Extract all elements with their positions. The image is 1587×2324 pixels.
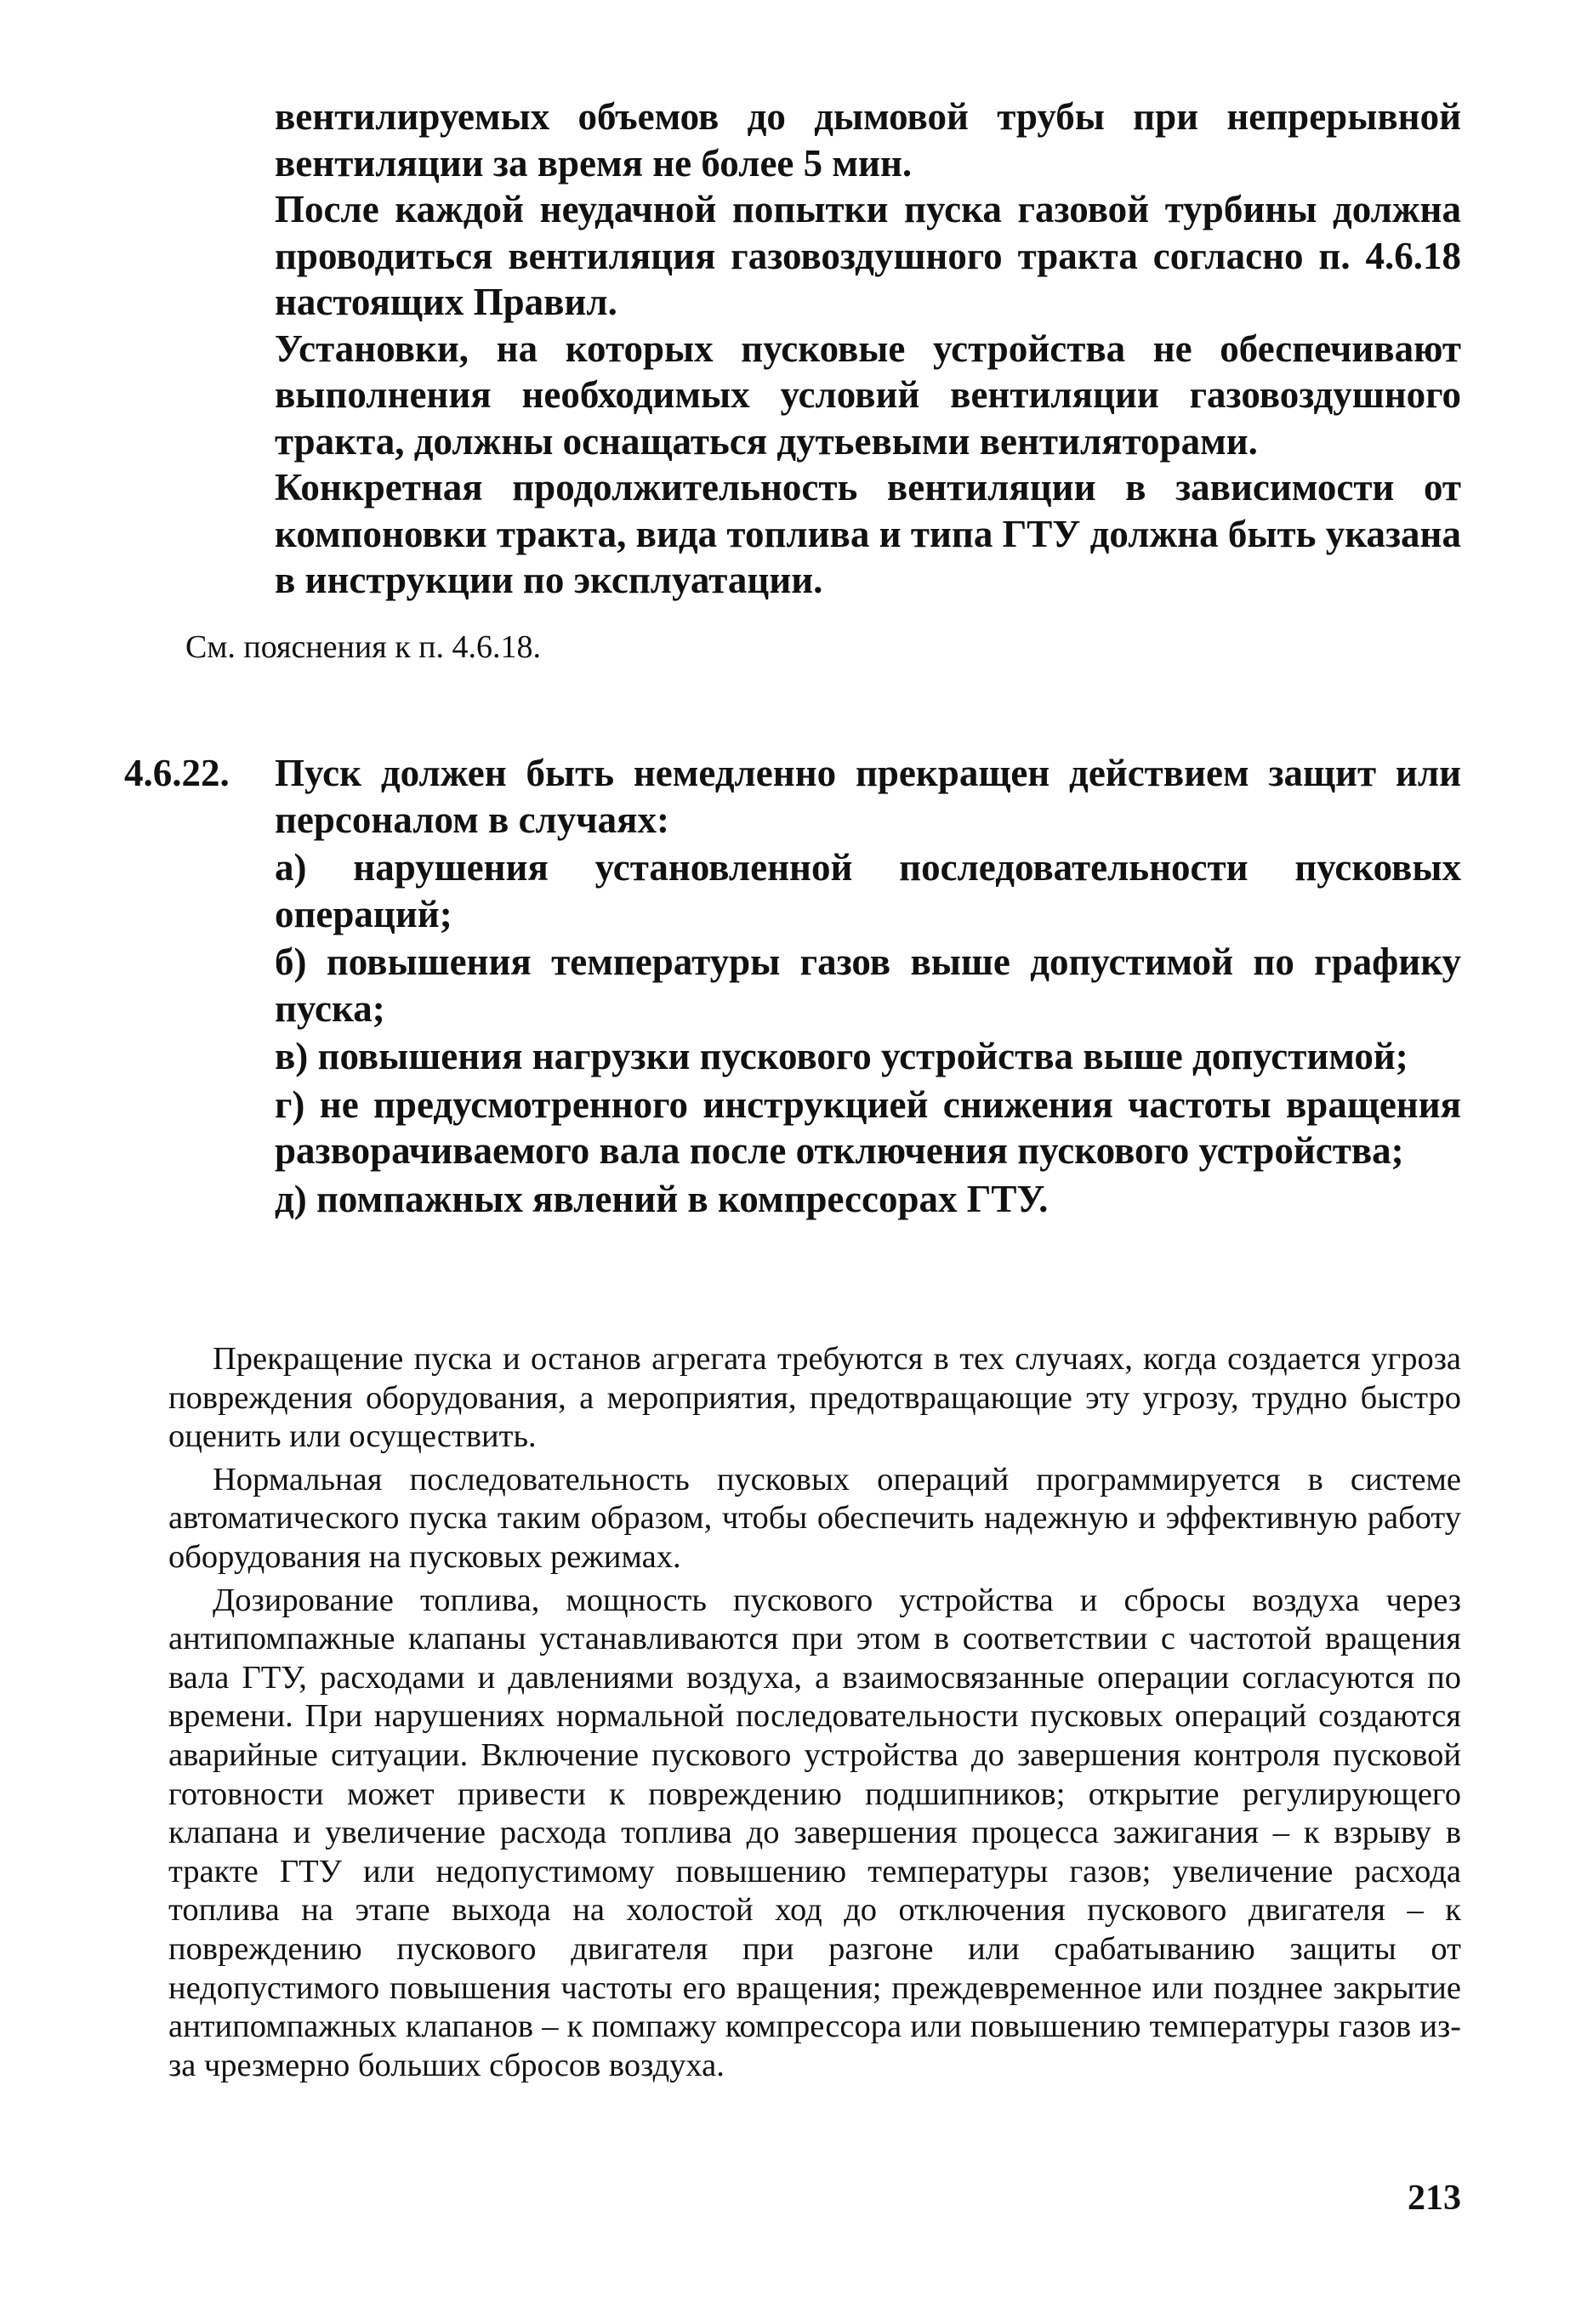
rule-paragraph: вентилируемых объемов до дымовой трубы при непрерывной вентиляции за время не более 5 мин. (275, 95, 1461, 185)
commentary-paragraph: Дозирование топлива, мощность пускового устройства и сбросы воздуха через антипомпажные клапаны устанавливаются при этом в соответствии с частотой вращения вала ГТУ, расходами и давлениями воздуха, а взаимосвязанные операции согласуются по времени. При нарушениях нормальной последовательности пусковых операций создаются аварийные ситуации. Включение пускового устройства до завершения контроля пусковой готовности может привести к повреждению подшипников; открытие регулирующего клапана и увеличение расхода топлива до завершения процесса зажигания – к взрыву в тракте ГТУ или недопустимому повышению температуры газов; увеличение расхода топлива на этапе выхода на холостой ход до отключения пускового двигателя – к повреждению пускового двигателя при разгоне или срабатыванию защиты от недопустимого повышения частоты его вращения; преждевременное или позднее закрытие антипомпажных клапанов – к помпажу компрессора или повышению температуры газов из-за чрезмерно больших сбросов воздуха. (168, 1582, 1461, 2083)
rule-continuation (275, 94, 1461, 604)
section-item: а) нарушения установленной последовательности пусковых операций; (275, 846, 1461, 935)
rule-paragraph: Конкретная продолжительность вентиляции в зависимости от компоновки тракта, вида топлива и типа ГТУ должна быть указана в инструкции по эксплуатации. (275, 466, 1461, 601)
section-intro: Пуск должен быть немедленно прекращен действием защит или персоналом в случаях: (275, 752, 1461, 841)
page-number: 213 (1408, 2179, 1461, 2218)
rule-paragraph: Установки, на которых пусковые устройства не обеспечивают выполнения необходимых условий вентиляции газовоздушного тракта, должны оснащаться дутьевыми вентиляторами. (275, 327, 1461, 463)
section-body (275, 750, 1461, 1222)
section-number: 4.6.22. (124, 752, 230, 794)
cross-reference-note: См. пояснения к п. 4.6.18. (185, 629, 541, 665)
rule-paragraph: После каждой неудачной попытки пуска газовой турбины должна проводиться вентиляция газовоздушного тракта согласно п. 4.6.18 настоящих Правил. (275, 188, 1461, 323)
commentary-paragraph: Прекращение пуска и останов агрегата требуются в тех случаях, когда создается угроза повреждения оборудования, а мероприятия, предотвращающие эту угрозу, трудно быстро оценить или осуществить. (168, 1341, 1461, 1455)
section-item: д) помпажных явлений в компрессорах ГТУ. (275, 1177, 1049, 1220)
section-item: г) не предусмотренного инструкцией снижения частоты вращения разворачиваемого вала после отключения пускового устройства; (275, 1082, 1461, 1172)
commentary (168, 1340, 1461, 2089)
commentary-paragraph: Нормальная последовательность пусковых операций программируется в системе автоматического пуска таким образом, чтобы обеспечить надежную и эффективную работу оборудования на пусковых режимах. (168, 1461, 1461, 1575)
section-item: в) повышения нагрузки пускового устройства выше допустимой; (275, 1035, 1408, 1077)
section-item: б) повышения температуры газов выше допустимой по графику пуска; (275, 940, 1461, 1030)
